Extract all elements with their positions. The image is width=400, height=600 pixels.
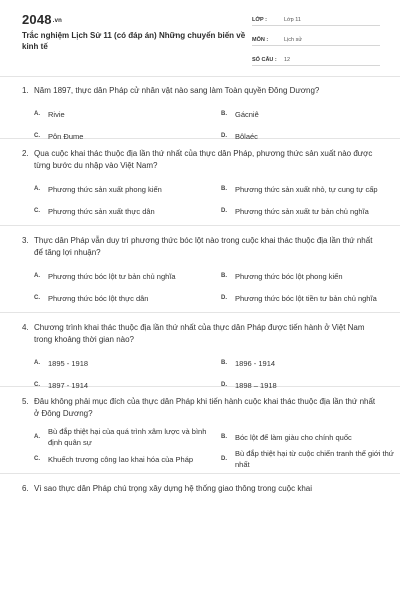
option-letter: B. [221, 272, 227, 279]
option-letter: D. [221, 294, 227, 301]
question-text [22, 313, 378, 346]
option-text: Phương thức bóc lột tiền tư bản chủ nghĩa [235, 293, 377, 303]
question-body: Thực dân Pháp vẫn duy trì phương thức bóc lột nào trong cuộc khai thác thuộc địa lần thứ nhất để tăng lợi nhuận? [34, 236, 373, 257]
logo-suffix: .vn [52, 17, 63, 24]
question-text [22, 139, 378, 172]
document-title: Trắc nghiệm Lịch Sử 11 (có đáp án) Những chuyển biến về kinh tế [22, 31, 246, 51]
answer-option[interactable] [34, 426, 209, 448]
answer-options [34, 420, 394, 476]
option-text: Rivie [48, 109, 65, 119]
meta-value: Lớp 11 [284, 17, 301, 23]
answer-option[interactable] [34, 352, 209, 374]
question-number: 2. [22, 149, 29, 158]
question-text [22, 226, 378, 259]
option-text: Phương thức sản xuất nhỏ, tự cung tự cấp [235, 184, 378, 194]
answer-option[interactable] [221, 287, 396, 309]
answer-option[interactable] [34, 287, 209, 309]
option-text: Phương thức sản xuất phong kiến [48, 184, 162, 194]
question-item [0, 226, 400, 313]
option-text: Bù đắp thiệt hại từ cuộc chiến tranh thế giới thứ nhất [235, 449, 394, 469]
question-text [22, 474, 378, 495]
option-text: Phương thức sản xuất thực dân [48, 206, 155, 216]
question-number: 5. [22, 397, 29, 406]
meta-label: SỐ CÂU : [252, 57, 277, 63]
option-letter: C. [34, 207, 40, 214]
question-body: Vì sao thực dân Pháp chú trọng xây dựng hệ thống giao thông trong cuộc khai [34, 484, 313, 493]
answer-options [34, 172, 378, 228]
meta-panel [252, 12, 380, 72]
question-text [22, 76, 378, 97]
logo-main: 2048 [22, 12, 52, 27]
answer-option[interactable] [221, 265, 396, 287]
question-item [0, 76, 400, 139]
meta-label: LỚP : [252, 17, 267, 23]
answer-option[interactable] [221, 200, 396, 222]
answer-option[interactable] [221, 178, 396, 200]
option-text: Bóc lột để làm giàu cho chính quốc [235, 432, 352, 442]
option-letter: C. [34, 381, 40, 388]
option-letter: D. [221, 455, 227, 462]
question-item [0, 139, 400, 226]
option-text: Bôlaéc [235, 131, 258, 141]
option-letter: A. [34, 185, 40, 192]
option-letter: A. [34, 359, 40, 366]
answer-option[interactable] [221, 448, 396, 470]
meta-label: MÔN : [252, 37, 269, 43]
option-letter: D. [221, 132, 227, 139]
option-text: 1897 - 1914 [48, 380, 89, 390]
answer-option[interactable] [34, 448, 209, 470]
option-text: 1895 - 1918 [48, 358, 89, 368]
option-letter: B. [221, 359, 227, 366]
answer-option[interactable] [34, 103, 209, 125]
option-letter: A. [34, 110, 40, 117]
option-text: Phương thức bóc lột thực dân [48, 293, 149, 303]
answer-options [34, 259, 378, 315]
question-item [0, 313, 400, 390]
question-number: 1. [22, 86, 29, 95]
question-body: Qua cuộc khai thác thuộc địa lần thứ nhất của thực dân Pháp, phương thức sản xuất nào được từng bước du nhập vào Việt Nam? [34, 149, 373, 170]
option-letter: B. [221, 110, 227, 117]
meta-row-class [252, 12, 380, 26]
option-letter: A. [34, 433, 40, 440]
option-letter: B. [221, 185, 227, 192]
option-text: Pôn Đume [48, 131, 84, 141]
option-letter: C. [34, 132, 40, 139]
option-text: Phương thức bóc lột tư bản chủ nghĩa [48, 271, 176, 281]
question-list [0, 76, 400, 514]
option-text: Gácniê [235, 109, 259, 119]
question-body: Đâu không phải mục đích của thực dân Pháp khi tiến hành cuộc khai thác thuộc địa lần thứ nhất ở Đông Dương? [34, 397, 376, 418]
option-letter: C. [34, 455, 40, 462]
option-letter: A. [34, 272, 40, 279]
question-text [22, 387, 378, 420]
option-text: 1898 – 1918 [235, 380, 277, 390]
option-letter: D. [221, 207, 227, 214]
question-item [0, 474, 400, 514]
option-text: Phương thức bóc lột phong kiến [235, 271, 343, 281]
answer-option[interactable] [34, 178, 209, 200]
answer-option[interactable] [221, 103, 396, 125]
option-letter: B. [221, 433, 227, 440]
question-number: 4. [22, 323, 29, 332]
meta-row-subject [252, 32, 380, 46]
meta-row-count [252, 52, 380, 66]
option-text: Phương thức sản xuất tư bản chủ nghĩa [235, 206, 369, 216]
option-letter: C. [34, 294, 40, 301]
question-item [0, 387, 400, 474]
answer-option[interactable] [221, 352, 396, 374]
answer-option[interactable] [34, 200, 209, 222]
question-number: 3. [22, 236, 29, 245]
question-body: Năm 1897, thực dân Pháp cử nhân vật nào sang làm Toàn quyền Đông Dương? [34, 86, 320, 95]
meta-value: 12 [284, 57, 291, 63]
question-number: 6. [22, 484, 29, 493]
option-text: 1896 - 1914 [235, 358, 276, 368]
site-logo[interactable] [22, 12, 62, 27]
option-text: Khuếch trương công lao khai hóa của Pháp [48, 454, 194, 464]
option-text: Bù đắp thiệt hại của quá trình xâm lược và bình định quân sự [48, 427, 207, 447]
question-body: Chương trình khai thác thuộc địa lần thứ nhất của thực dân Pháp được tiến hành ở Việt Nam trong khoảng thời gian nào? [34, 323, 365, 344]
meta-value: Lịch sử [284, 37, 303, 43]
answer-option[interactable] [34, 265, 209, 287]
option-letter: D. [221, 381, 227, 388]
page-header [0, 0, 400, 77]
answer-option[interactable] [221, 426, 396, 448]
